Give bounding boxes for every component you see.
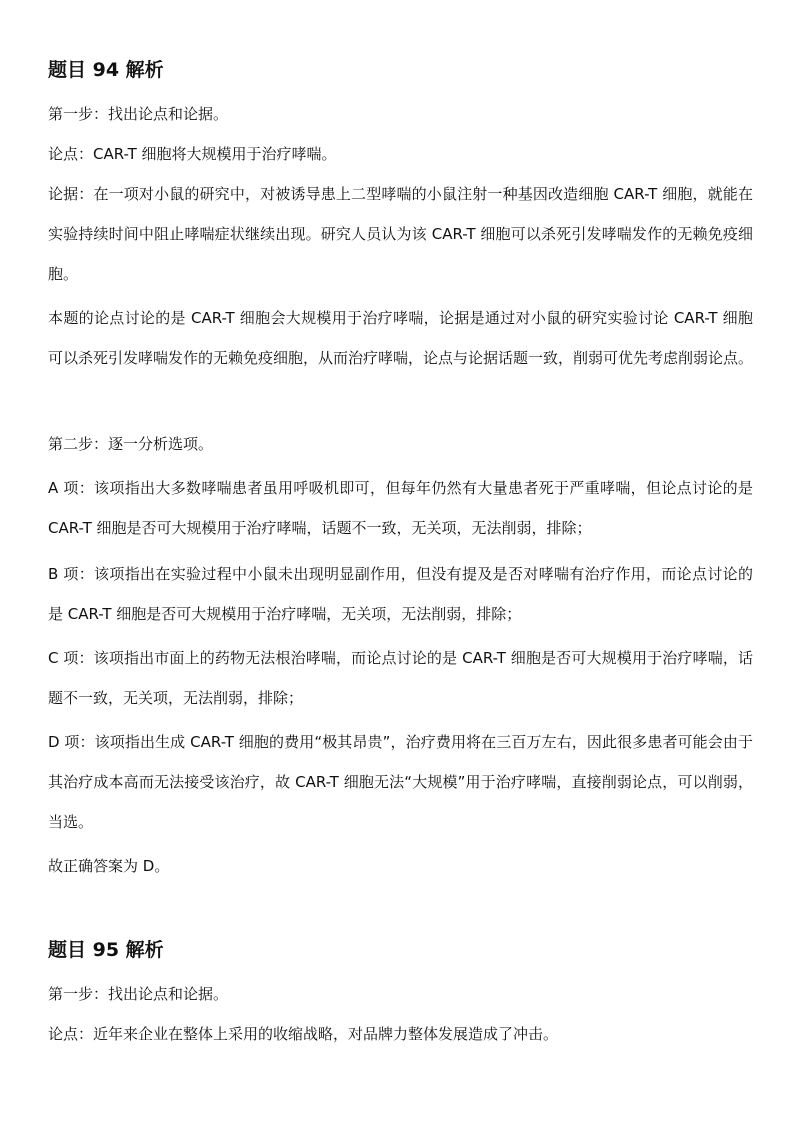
option-c-text: C 项：该项指出市面上的药物无法根治哮喘，而论点讨论的是 CAR-T 细胞是否可大规模用于治疗哮喘，话题不一致，无关项，无法削弱，排除； bbox=[48, 649, 753, 707]
evidence-text: 论据：在一项对小鼠的研究中，对被诱导患上二型哮喘的小鼠注射一种基因改造细胞 CAR-T 细胞，就能在实验持续时间中阻止哮喘症状继续出现。研究人员认为该 CAR-T 细胞可以杀死引发哮喘发作的无赖免疫细胞。 bbox=[48, 185, 753, 283]
argument-text: 论点：CAR-T 细胞将大规模用于治疗哮喘。 bbox=[48, 145, 337, 163]
step-one-text: 第一步：找出论点和论据。 bbox=[48, 985, 229, 1003]
step-two-text: 第二步：逐一分析选项。 bbox=[48, 435, 214, 453]
answer-text: 故正确答案为 D。 bbox=[48, 857, 170, 875]
section-heading-94: 题目 94 解析 bbox=[48, 59, 164, 81]
option-b-text: B 项：该项指出在实验过程中小鼠未出现明显副作用，但没有提及是否对哮喘有治疗作用，而论点讨论的是 CAR-T 细胞是否可大规模用于治疗哮喘，无关项，无法削弱，排除； bbox=[48, 565, 753, 623]
option-d-text: D 项：该项指出生成 CAR-T 细胞的费用“极其昂贵”，治疗费用将在三百万左右，因此很多患者可能会由于其治疗成本高而无法接受该治疗，故 CAR-T 细胞无法“大规模”用于治疗哮喘，直接削弱论点，可以削弱，当选。 bbox=[48, 733, 753, 831]
section-heading-95: 题目 95 解析 bbox=[48, 939, 164, 961]
argument-text: 论点：近年来企业在整体上采用的收缩战略，对品牌力整体发展造成了冲击。 bbox=[48, 1025, 559, 1043]
option-a-text: A 项：该项指出大多数哮喘患者虽用呼吸机即可，但每年仍然有大量患者死于严重哮喘，但论点讨论的是 CAR-T 细胞是否可大规模用于治疗哮喘，话题不一致，无关项，无法削弱，排除； bbox=[48, 479, 753, 537]
analysis-text: 本题的论点讨论的是 CAR-T 细胞会大规模用于治疗哮喘，论据是通过对小鼠的研究实验讨论 CAR-T 细胞可以杀死引发哮喘发作的无赖免疫细胞，从而治疗哮喘，论点与论据话题一致，削弱可优先考虑削弱论点。 bbox=[48, 309, 754, 367]
step-one-text: 第一步：找出论点和论据。 bbox=[48, 105, 229, 123]
